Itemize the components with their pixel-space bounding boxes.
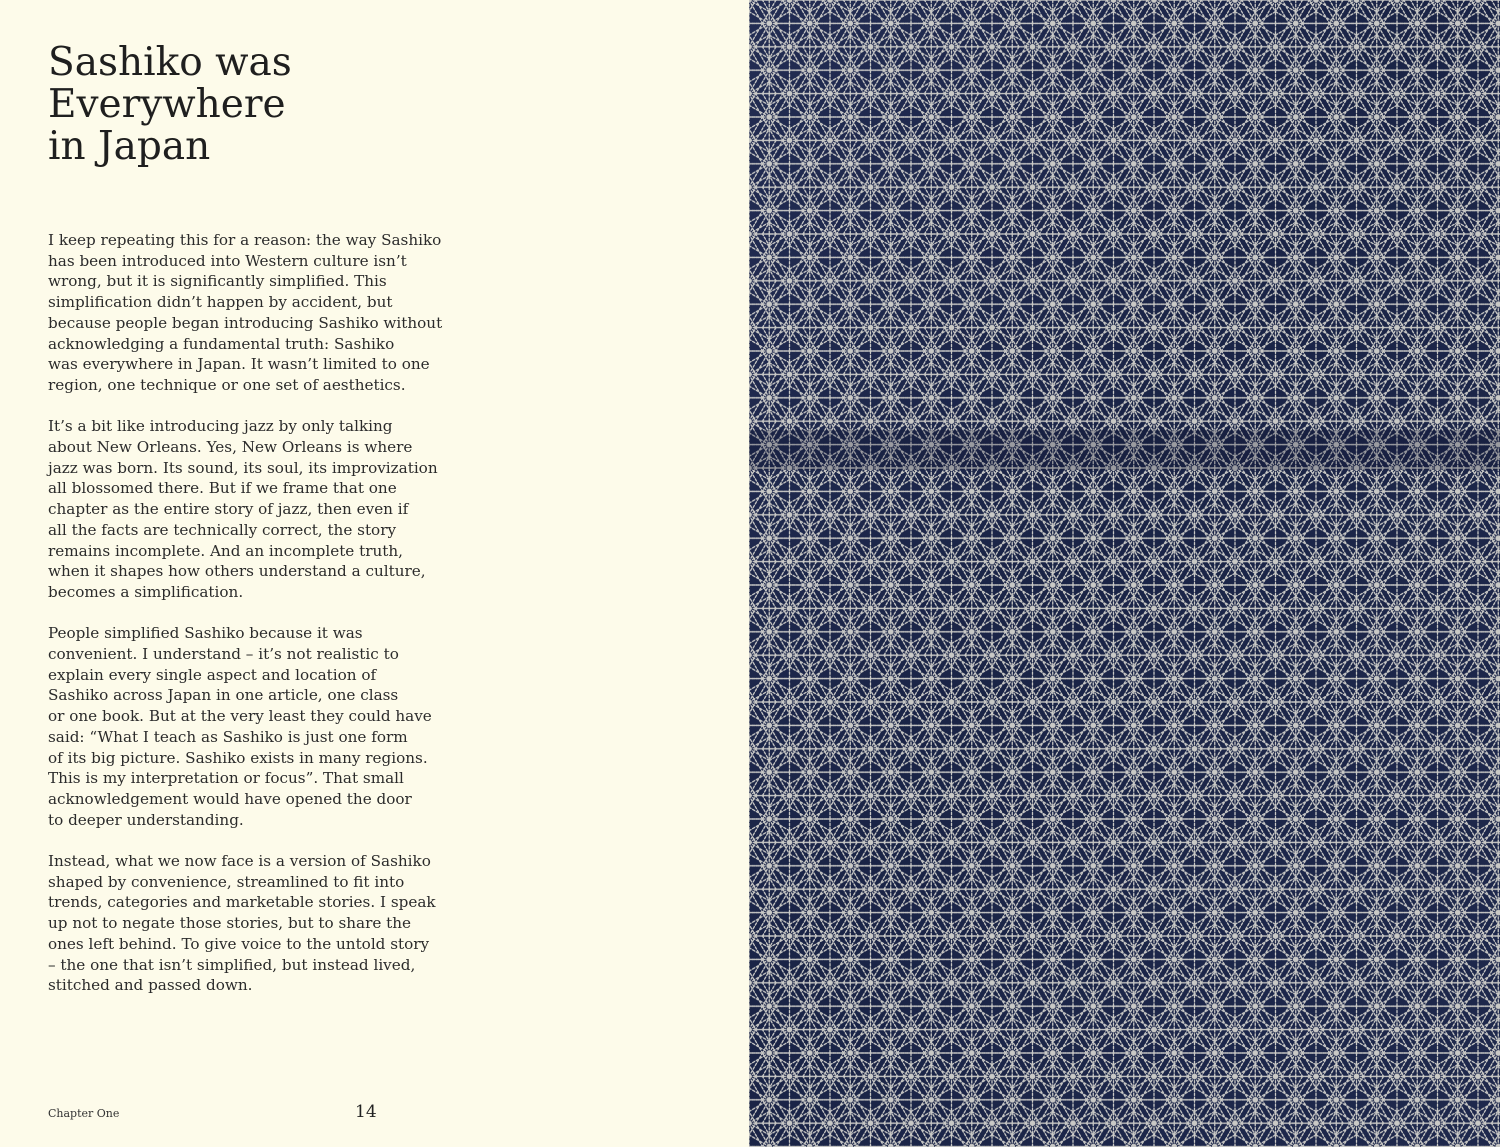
- sashiko-photo: [749, 0, 1500, 1147]
- paragraph: It’s a bit like introducing jazz by only talking about New Orleans. Yes, New Orleans is where jazz was born. Its sound, its soul, its improvization all blossomed there. But if we frame that one chapter as the entire story of jazz, then even if all the facts are technically correct, the story remains incomplete. And an incomplete truth, when it shapes how others understand a culture, becomes a simplification.: [48, 417, 438, 601]
- page-title: Sashiko was Everywhere in Japan: [48, 40, 292, 169]
- paragraph: People simplified Sashiko because it was convenient. I understand – it’s not realistic to explain every single aspect and location of Sashiko across Japan in one article, one class or one book. But at the very least they could have said: “What I teach as Sashiko is just one form of its big picture. Sashiko exists in many regions. This is my interpretation or focus”. That small acknowledgement would have opened the door to deeper understanding.: [48, 624, 432, 829]
- stitch-pattern: [749, 0, 1500, 1147]
- asanoha-pattern-image: [749, 0, 1500, 1147]
- paragraph: I keep repeating this for a reason: the way Sashiko has been introduced into Western culture isn’t wrong, but it is significantly simplified. This simplification didn’t happen by accident, but because people began introducing Sashiko without acknowledging a fundamental truth: Sashiko was everywhere in Japan. It wasn’t limited to one region, one technique or one set of aesthetics.: [48, 231, 443, 394]
- fabric-fold-shadow: [749, 430, 1500, 470]
- left-page: [0, 0, 749, 1147]
- body-text: [48, 230, 508, 1017]
- running-footer-chapter: Chapter One: [48, 1107, 120, 1120]
- paragraph: Instead, what we now face is a version of Sashiko shaped by convenience, streamlined to fit into trends, categories and marketable stories. I speak up not to negate those stories, but to share the ones left behind. To give voice to the untold story – the one that isn’t simplified, but instead lived, stitched and passed down.: [48, 852, 436, 995]
- page-number: 14: [355, 1102, 377, 1122]
